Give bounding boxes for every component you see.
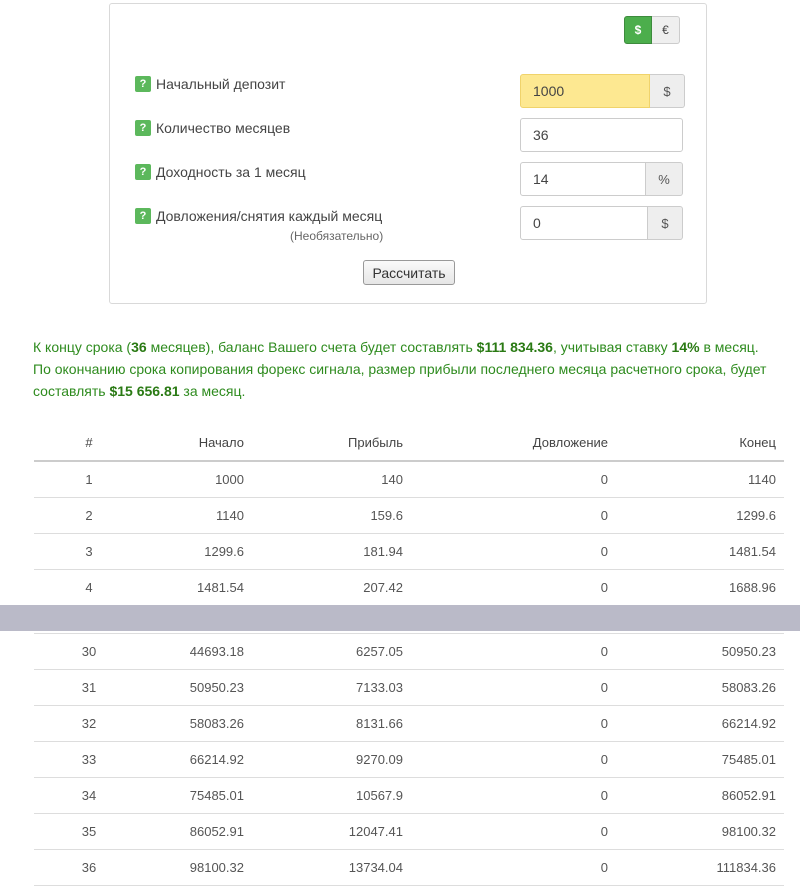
- cell-number: 35: [34, 814, 144, 850]
- months-field: [520, 118, 683, 152]
- cell-profit: 181.94: [244, 534, 403, 570]
- col-header-start: Начало: [144, 425, 244, 461]
- cell-deposit: 0: [403, 850, 608, 886]
- currency-toggle: [624, 16, 680, 44]
- result-text: за месяц.: [179, 383, 246, 399]
- result-last-profit: $15 656.81: [109, 383, 180, 399]
- cell-deposit: 0: [403, 534, 608, 570]
- cell-profit: 140: [244, 461, 403, 498]
- cell-profit: 207.42: [244, 570, 403, 606]
- cell-end: 1688.96: [608, 570, 784, 606]
- cell-end: 50950.23: [608, 634, 784, 670]
- table-row: [34, 461, 784, 498]
- cell-start: 1140: [144, 498, 244, 534]
- cell-start: 98100.32: [144, 850, 244, 886]
- cell-deposit: 0: [403, 706, 608, 742]
- cell-deposit: 0: [403, 570, 608, 606]
- cell-start: 50950.23: [144, 670, 244, 706]
- cell-profit: 159.6: [244, 498, 403, 534]
- cell-profit: 13734.04: [244, 850, 403, 886]
- col-header-deposit: Довложение: [403, 425, 608, 461]
- table-row: [34, 534, 784, 570]
- cell-end: 1481.54: [608, 534, 784, 570]
- result-summary: [33, 336, 793, 402]
- col-header-profit: Прибыль: [244, 425, 403, 461]
- cell-start: 86052.91: [144, 814, 244, 850]
- topup-currency-addon: $: [648, 206, 683, 240]
- table-row: [34, 570, 784, 606]
- deposit-label: Начальный депозит: [156, 76, 286, 92]
- cell-profit: 8131.66: [244, 706, 403, 742]
- cell-end: 1140: [608, 461, 784, 498]
- result-text: По окончанию срока копирования форекс сигнала, размер прибыли последнего месяца расчетного срока, будет составлять: [33, 361, 767, 399]
- cell-number: 31: [34, 670, 144, 706]
- cell-number: 30: [34, 634, 144, 670]
- topup-label-row: [135, 208, 382, 224]
- deposit-field: [520, 74, 685, 108]
- cell-deposit: 0: [403, 778, 608, 814]
- rate-field: [520, 162, 683, 196]
- help-icon[interactable]: ?: [135, 76, 151, 92]
- help-icon[interactable]: ?: [135, 120, 151, 136]
- cell-profit: 7133.03: [244, 670, 403, 706]
- cell-number: 4: [34, 570, 144, 606]
- cell-profit: 9270.09: [244, 742, 403, 778]
- cell-number: 1: [34, 461, 144, 498]
- table-row: [34, 850, 784, 886]
- cell-deposit: 0: [403, 498, 608, 534]
- rate-label: Доходность за 1 месяц: [156, 164, 306, 180]
- result-balance: $111 834.36: [476, 339, 553, 355]
- cell-start: 75485.01: [144, 778, 244, 814]
- col-header-end: Конец: [608, 425, 784, 461]
- result-text: месяцев), баланс Вашего счета будет составлять: [146, 339, 477, 355]
- deposit-input[interactable]: 1000: [520, 74, 650, 108]
- currency-usd-button[interactable]: $: [624, 16, 652, 44]
- result-text: К концу срока (: [33, 339, 132, 355]
- cell-deposit: 0: [403, 461, 608, 498]
- currency-eur-button[interactable]: €: [652, 16, 680, 44]
- cell-profit: 12047.41: [244, 814, 403, 850]
- calculator-panel: [109, 3, 707, 304]
- deposit-label-row: [135, 76, 285, 92]
- cell-profit: 6257.05: [244, 634, 403, 670]
- table-row: [34, 814, 784, 850]
- table-row: [34, 778, 784, 814]
- cell-number: 36: [34, 850, 144, 886]
- cell-end: 86052.91: [608, 778, 784, 814]
- rate-label-row: [135, 164, 306, 180]
- table-row: [34, 742, 784, 778]
- table-header-row: [34, 425, 784, 461]
- calculate-button[interactable]: Рассчитать: [363, 260, 455, 285]
- table-row: [34, 706, 784, 742]
- help-icon[interactable]: ?: [135, 208, 151, 224]
- cell-number: 34: [34, 778, 144, 814]
- col-header-number: #: [34, 425, 144, 461]
- result-months: 36: [131, 339, 147, 355]
- cell-number: 2: [34, 498, 144, 534]
- cell-end: 58083.26: [608, 670, 784, 706]
- result-text: в месяц.: [699, 339, 759, 355]
- cell-profit: 10567.9: [244, 778, 403, 814]
- rate-percent-addon: %: [646, 162, 683, 196]
- table-row: [34, 634, 784, 670]
- results-table: [34, 425, 784, 606]
- cell-end: 98100.32: [608, 814, 784, 850]
- months-label-row: [135, 120, 290, 136]
- months-input[interactable]: 36: [520, 118, 683, 152]
- cell-deposit: 0: [403, 634, 608, 670]
- cell-start: 1481.54: [144, 570, 244, 606]
- cell-end: 1299.6: [608, 498, 784, 534]
- topup-input[interactable]: 0: [520, 206, 648, 240]
- topup-label: Довложения/снятия каждый месяц: [156, 208, 383, 224]
- cell-end: 75485.01: [608, 742, 784, 778]
- months-label: Количество месяцев: [156, 120, 291, 136]
- cell-deposit: 0: [403, 742, 608, 778]
- cell-start: 1299.6: [144, 534, 244, 570]
- topup-field: [520, 206, 683, 240]
- screenshot-gap: [0, 605, 800, 631]
- cell-deposit: 0: [403, 814, 608, 850]
- table-row: [34, 670, 784, 706]
- deposit-currency-addon: $: [650, 74, 685, 108]
- cell-start: 66214.92: [144, 742, 244, 778]
- results-table-continued: [34, 633, 784, 886]
- table-row: [34, 498, 784, 534]
- cell-deposit: 0: [403, 670, 608, 706]
- cell-start: 44693.18: [144, 634, 244, 670]
- cell-end: 66214.92: [608, 706, 784, 742]
- result-text: , учитывая ставку: [552, 339, 672, 355]
- cell-end: 111834.36: [608, 850, 784, 886]
- optional-note: (Необязательно): [290, 229, 384, 243]
- result-rate: 14%: [671, 339, 700, 355]
- cell-number: 3: [34, 534, 144, 570]
- cell-number: 32: [34, 706, 144, 742]
- rate-input[interactable]: 14: [520, 162, 646, 196]
- cell-start: 58083.26: [144, 706, 244, 742]
- cell-start: 1000: [144, 461, 244, 498]
- cell-number: 33: [34, 742, 144, 778]
- help-icon[interactable]: ?: [135, 164, 151, 180]
